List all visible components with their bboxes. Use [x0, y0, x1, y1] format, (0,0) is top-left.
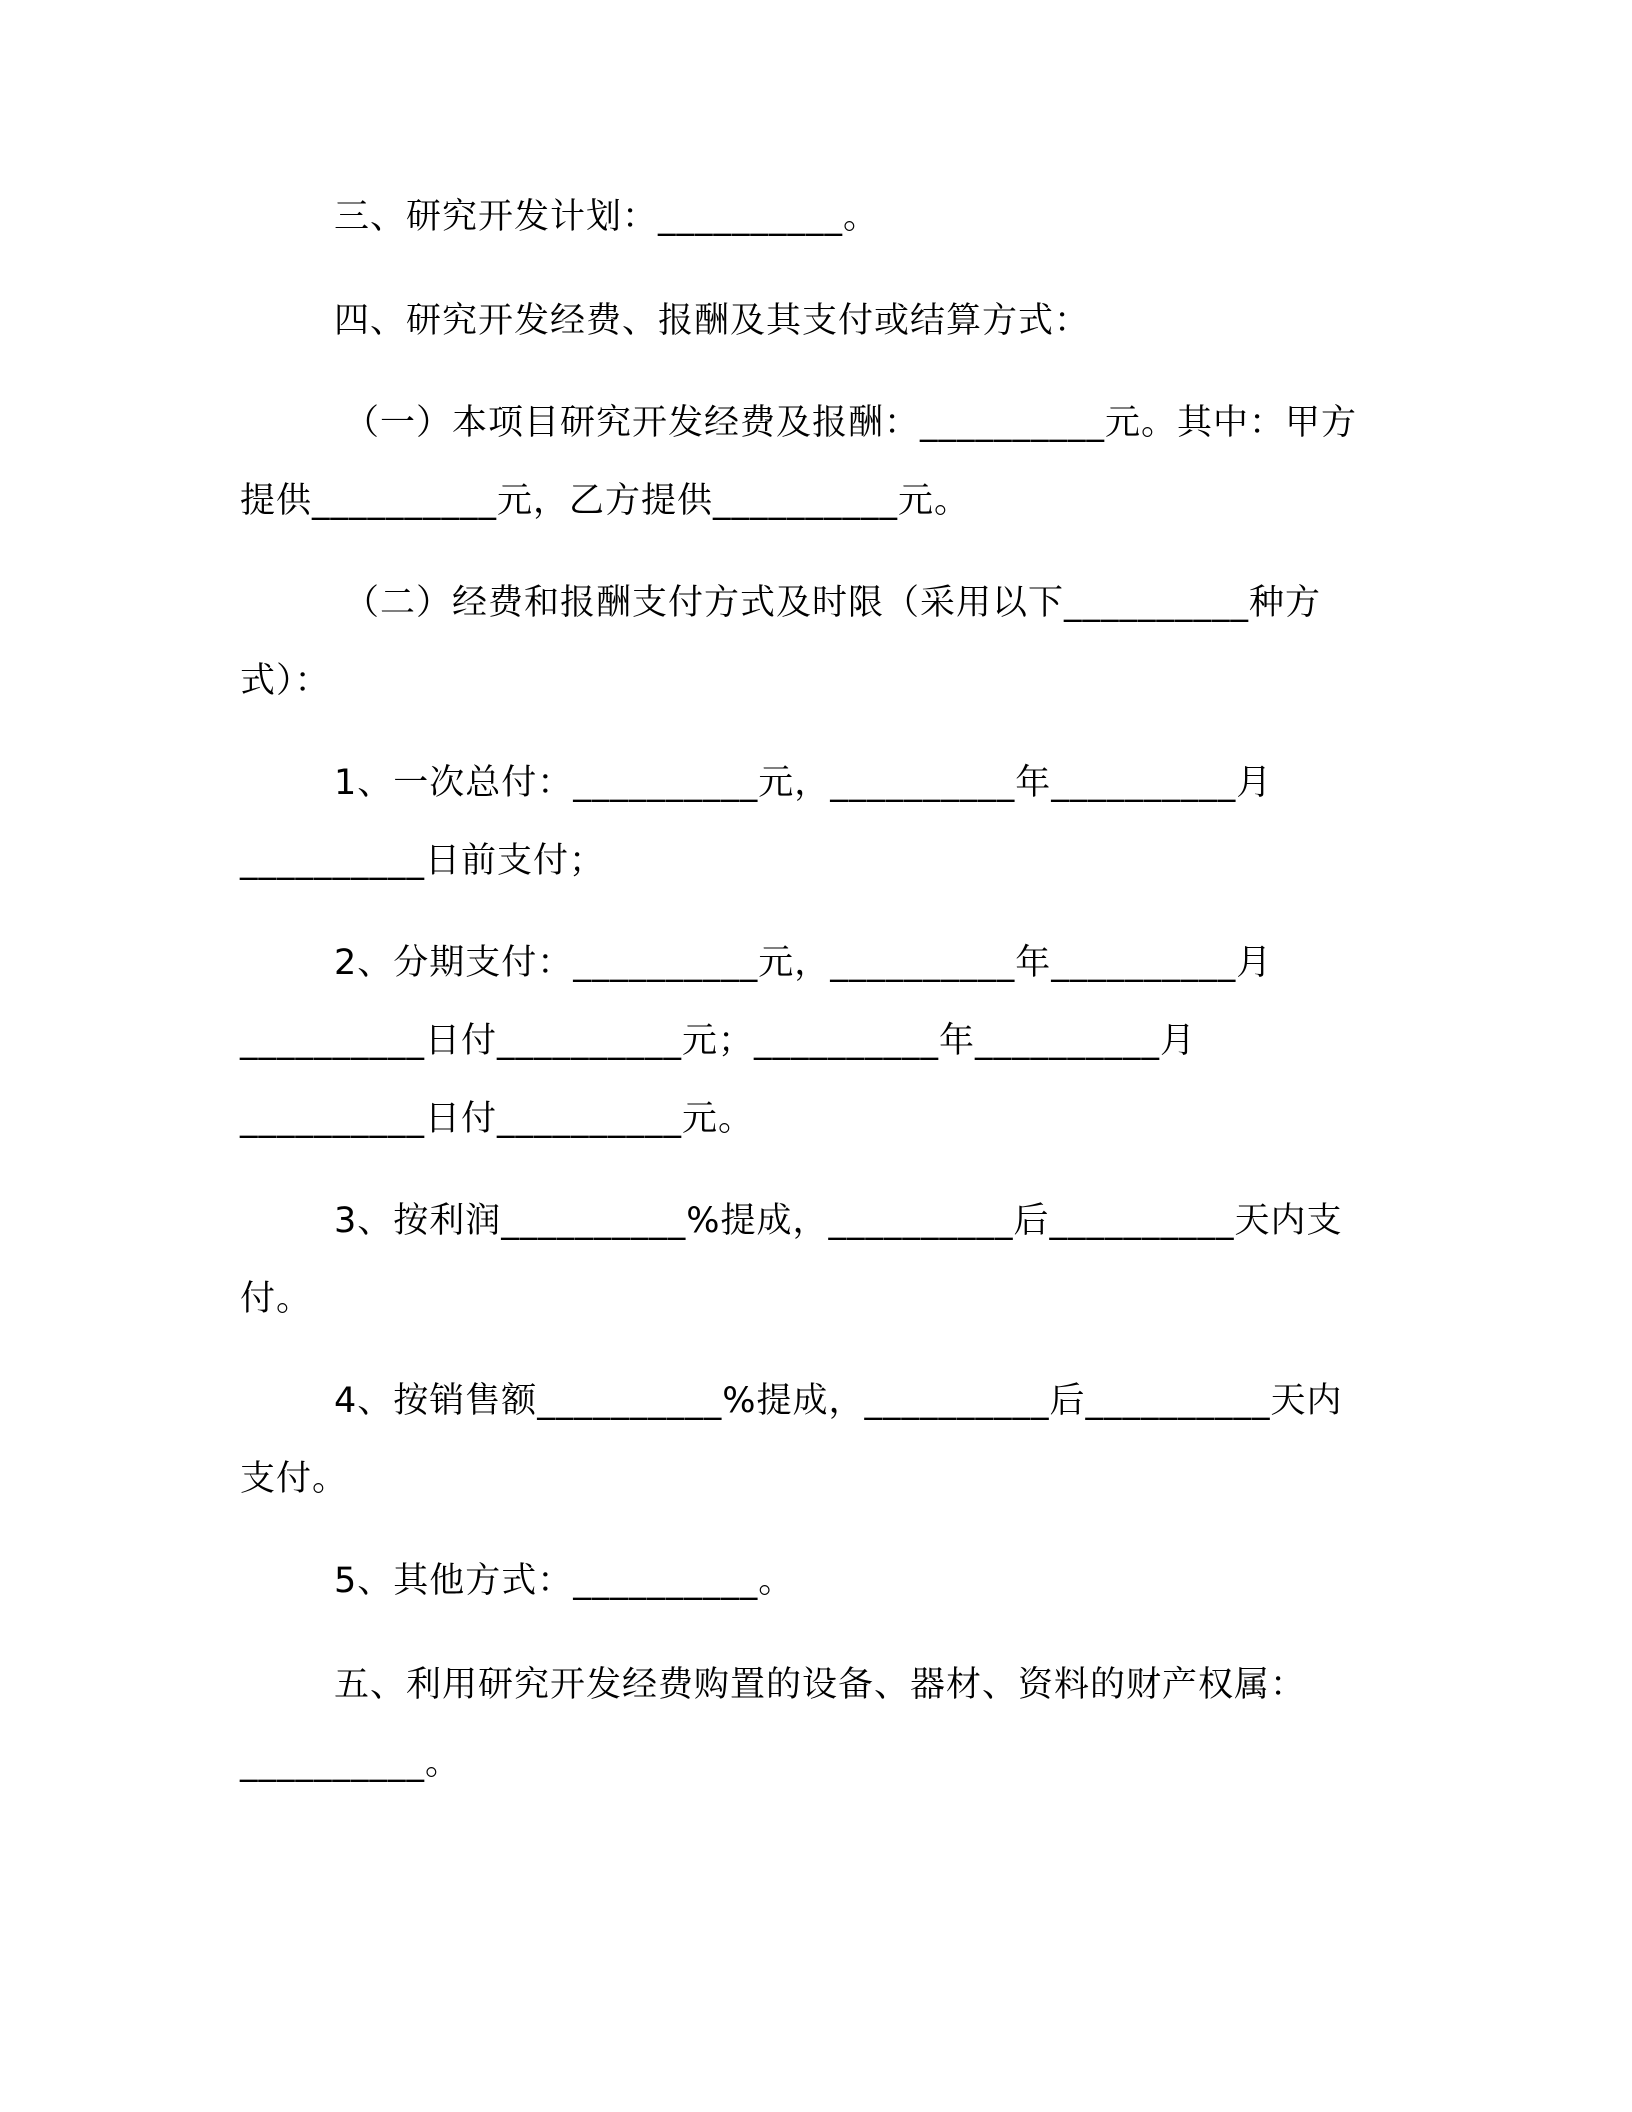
clause-4-2-line-2: 式）：	[240, 661, 331, 701]
clause-4-2-line-1: （二）经费和报酬支付方式及时限（采用以下__________种方	[344, 583, 1322, 623]
item-2-line-2: __________日付__________元；__________年__________月	[240, 1021, 1197, 1061]
item-1-line-1: 1、一次总付：__________元，__________年__________月	[334, 763, 1273, 803]
item-4-line-2: 支付。	[240, 1459, 349, 1499]
item-5-line: 5、其他方式：__________。	[334, 1561, 795, 1601]
item-3-line-2: 付。	[240, 1279, 313, 1319]
section-5-line-1: 五、利用研究开发经费购置的设备、器材、资料的财产权属：	[334, 1665, 1307, 1705]
clause-4-1-line-1: （一）本项目研究开发经费及报酬：__________元。其中：甲方	[344, 403, 1358, 443]
item-1-line-2: __________日前支付；	[240, 841, 606, 881]
section-5-line-2: __________。	[240, 1743, 462, 1783]
item-3-line-1: 3、按利润__________%提成，__________后__________天内支	[334, 1201, 1343, 1241]
item-2-line-3: __________日付__________元。	[240, 1099, 755, 1139]
clause-4-1-line-2: 提供__________元，乙方提供__________元。	[240, 481, 971, 521]
section-4-heading: 四、研究开发经费、报酬及其支付或结算方式：	[334, 301, 1091, 341]
section-3-research-plan: 三、研究开发计划：__________。	[334, 197, 880, 237]
item-4-line-1: 4、按销售额__________%提成，__________后__________天内	[334, 1381, 1343, 1421]
item-2-line-1: 2、分期支付：__________元，__________年__________月	[334, 943, 1273, 983]
